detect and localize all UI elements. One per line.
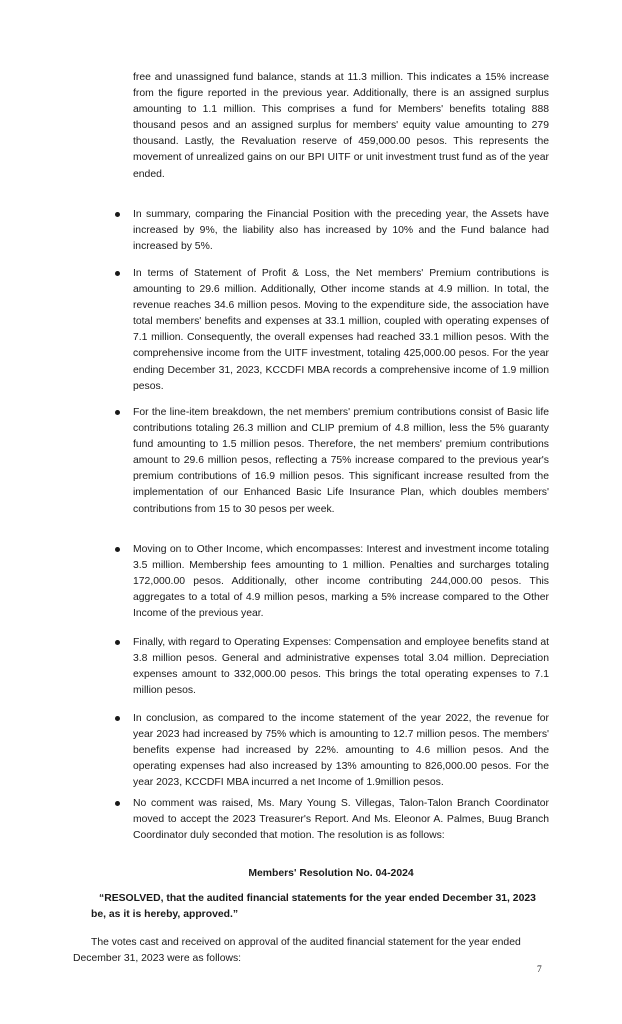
bullet-icon bbox=[115, 716, 120, 721]
paragraph-fund-balance: free and unassigned fund balance, stands at 11.3 million. This indicates a 15% increase from the figure reported in the previous year. Additionally, there is an assigned surplus amounting to 1.1 million. This comprises a fund for Members' benefits totaling 888 thousand pesos and an assigned surplus for members' equity value amounting to 279 thousand. Lastly, the Revaluation reserve of 459,000.00 pesos. This represents the movement of unrealized gains on our BPI UITF or unit investment trust fund as of the year ended. bbox=[133, 72, 549, 180]
bullet-summary bbox=[133, 207, 549, 255]
bullet-text: No comment was raised, Ms. Mary Young S. Villegas, Talon-Talon Branch Coordinator moved to accept the 2023 Treasurer's Report. And Ms. Eleonor A. Palmes, Buug Branch Coordinator duly seconded that motion. The resolution is as follows: bbox=[133, 798, 549, 842]
bullet-icon bbox=[115, 212, 120, 217]
bullet-other-income bbox=[133, 542, 549, 622]
bullet-conclusion bbox=[133, 711, 549, 791]
bullet-icon bbox=[115, 547, 120, 552]
bullet-text: For the line-item breakdown, the net members' premium contributions consist of Basic life contributions totaling 26.3 million and CLIP premium of 4.8 million, less the 5% guaranty fund amounting to 1.5 million pesos. Therefore, the net members' premium contributions amount to 29.6 million pesos, reflecting a 75% increase compared to the previous year's premium contributions of 16.9 million pesos. This significant increase resulted from the implementation of our Enhanced Basic Life Insurance Plan, which doubles members' contributions from 15 to 30 pesos per week. bbox=[133, 407, 549, 515]
bullet-icon bbox=[115, 410, 120, 415]
bullet-icon bbox=[115, 271, 120, 276]
resolution-title: Members' Resolution No. 04-2024 bbox=[248, 868, 414, 879]
bullet-motion bbox=[133, 796, 549, 844]
bullet-text: In conclusion, as compared to the income statement of the year 2022, the revenue for year 2023 had increased by 75% which is amounting to 12.7 million pesos. The members' benefits expense had increased by 22%. amounting to 4.6 million pesos. And the operating expenses had also increased by 13% amounting to 826,000.00 pesos. For the year 2023, KCCDFI MBA incurred a net Income of 1.9million pesos. bbox=[133, 713, 549, 789]
bullet-profit-loss bbox=[133, 266, 549, 395]
resolved-statement: “RESOLVED, that the audited financial statements for the year ended December 31, 2023 be, as it is hereby, approved.” bbox=[91, 893, 536, 921]
votes-paragraph: The votes cast and received on approval of the audited financial statement for the year ended December 31, 2023 were as follows: bbox=[73, 937, 521, 965]
bullet-text: Moving on to Other Income, which encompasses: Interest and investment income totaling 3.5 million. Membership fees amounting to 1 million. Penalties and surcharges totaling 172,000.00 pesos. Additionally, other income contributing 244,000.00 pesos. This aggregates to a total of 4.9 million pesos, marking a 5% increase compared to the Other Income of the previous year. bbox=[133, 544, 549, 620]
bullet-icon bbox=[115, 640, 120, 645]
bullet-text: In terms of Statement of Profit & Loss, the Net members' Premium contributions is amounting to 29.6 million. Additionally, Other income stands at 4.9 million. In total, the revenue reaches 34.6 million pesos. Moving to the expenditure side, the association have total members' benefits and expenses at 33.1 million, coupled with operating expenses of 7.1 million. Consequently, the overall expenses had reached 33.1 million pesos. With the comprehensive income from the UITF investment, totaling 425,000.00 pesos. For the year ending December 31, 2023, KCCDFI MBA records a comprehensive income of 1.9 million pesos. bbox=[133, 268, 549, 392]
page-number: 7 bbox=[537, 965, 542, 975]
bullet-operating-expenses bbox=[133, 635, 549, 699]
bullet-line-item bbox=[133, 405, 549, 518]
bullet-text: Finally, with regard to Operating Expenses: Compensation and employee benefits stand at 3.8 million pesos. General and administrative expenses total 3.04 million. Depreciation expenses amount to 332,000.00 pesos. This brings the total operating expenses to 7.1 million pesos. bbox=[133, 637, 549, 697]
bullet-icon bbox=[115, 801, 120, 806]
bullet-text: In summary, comparing the Financial Position with the preceding year, the Assets have increased by 9%, the liability also has increased by 10% and the Fund balance had increased by 5%. bbox=[133, 209, 549, 253]
